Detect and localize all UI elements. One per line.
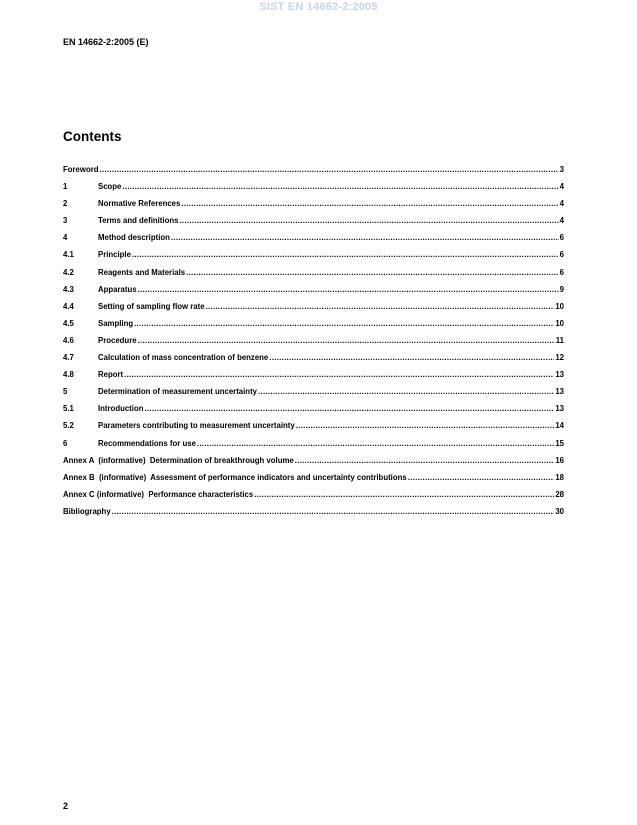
toc-entry[interactable] (63, 439, 564, 456)
toc-entry-title: Report (98, 370, 124, 380)
toc-entry-page: 28 (555, 489, 564, 499)
document-id: EN 14662-2:2005 (E) (63, 37, 149, 47)
toc-entry-page: 13 (555, 387, 564, 397)
toc-entry-number: 1 (63, 182, 68, 192)
toc-leader-dots (138, 336, 555, 345)
page-number: 2 (63, 801, 69, 811)
toc-entry-page: 9 (559, 284, 564, 294)
toc-leader-dots (181, 199, 558, 208)
toc-leader-dots (144, 404, 554, 413)
toc-entry-page: 3 (559, 165, 564, 174)
toc-entry-number: 4 (63, 233, 68, 243)
toc-leader-dots (179, 216, 558, 225)
toc-leader-dots (295, 456, 555, 465)
toc-entry-number: 4.8 (63, 370, 74, 380)
toc-entry-page: 13 (555, 370, 564, 380)
toc-entry-title: Determination of measurement uncertainty (98, 387, 258, 397)
toc-entry-page: 10 (555, 301, 564, 311)
toc-entry-number: 5.2 (63, 421, 74, 431)
toc-entry[interactable] (63, 456, 564, 473)
toc-entry-title: Apparatus (98, 284, 137, 294)
toc-leader-dots (296, 421, 555, 430)
toc-entry-page: 11 (555, 335, 564, 345)
toc-entry[interactable] (63, 404, 564, 421)
toc-entry[interactable] (63, 165, 564, 182)
toc-entry-number: 4.5 (63, 318, 74, 328)
toc-entry-title: Introduction (98, 404, 144, 414)
toc-entry-title: Foreword (63, 165, 99, 174)
toc-leader-dots (197, 439, 554, 448)
toc-entry-title: Annex C (informative) Performance characteristics (63, 489, 254, 499)
toc-entry-page: 14 (555, 421, 564, 431)
toc-leader-dots (124, 370, 554, 379)
toc-entry-title: Method description (98, 233, 170, 243)
toc-entry[interactable] (63, 233, 564, 250)
toc-entry-page: 18 (555, 472, 564, 482)
toc-entry-title: Annex A (informative) Determination of breakthrough volume (63, 455, 294, 465)
toc-entry[interactable] (63, 387, 564, 404)
toc-entry-page: 6 (559, 233, 564, 243)
toc-leader-dots (134, 319, 554, 328)
toc-entry-title: Principle (98, 250, 131, 260)
toc-entry[interactable] (63, 319, 564, 336)
toc-entry-number: 3 (63, 216, 68, 226)
toc-entry-page: 10 (555, 318, 564, 328)
toc-entry-number: 5 (63, 387, 68, 397)
toc-entry-title: Recommendations for use (98, 438, 196, 448)
toc-entry-title: Normative References (98, 199, 181, 209)
toc-leader-dots (122, 182, 558, 191)
toc-entry-title: Scope (98, 182, 122, 192)
toc-entry-title: Sampling (98, 318, 134, 328)
toc-entry[interactable] (63, 216, 564, 233)
toc-entry[interactable] (63, 250, 564, 267)
toc-entry[interactable] (63, 370, 564, 387)
toc-leader-dots (254, 490, 554, 499)
toc-entry-title: Setting of sampling flow rate (98, 301, 205, 311)
contents-heading: Contents (63, 129, 122, 144)
toc-entry[interactable] (63, 473, 564, 490)
toc-entry[interactable] (63, 421, 564, 438)
toc-leader-dots (100, 165, 559, 174)
toc-entry-title: Parameters contributing to measurement uncertainty (98, 421, 295, 431)
toc-entry-number: 4.7 (63, 353, 74, 363)
toc-entry-page: 30 (555, 506, 564, 516)
toc-entry-page: 16 (555, 455, 564, 465)
toc-entry[interactable] (63, 336, 564, 353)
toc-entry-title: Reagents and Materials (98, 267, 186, 277)
toc-leader-dots (408, 473, 555, 482)
toc-entry-page: 12 (555, 353, 564, 363)
toc-entry-title: Procedure (98, 335, 137, 345)
toc-entry-page: 4 (559, 216, 564, 226)
toc-entry-page: 4 (559, 199, 564, 209)
toc-entry[interactable] (63, 353, 564, 370)
toc-entry-page: 6 (559, 267, 564, 277)
toc-entry-number: 4.2 (63, 267, 74, 277)
toc-entry[interactable] (63, 507, 564, 524)
toc-entry-number: 5.1 (63, 404, 74, 414)
toc-leader-dots (186, 268, 559, 277)
toc-entry[interactable] (63, 268, 564, 285)
toc-entry[interactable] (63, 199, 564, 216)
table-of-contents (63, 165, 564, 524)
toc-entry-page: 15 (555, 438, 564, 448)
toc-entry-number: 2 (63, 199, 68, 209)
toc-entry[interactable] (63, 302, 564, 319)
toc-leader-dots (258, 387, 554, 396)
toc-entry-number: 4.3 (63, 284, 74, 294)
watermark: SIST EN 14662-2:2005 (259, 1, 378, 13)
toc-entry-number: 6 (63, 438, 68, 448)
toc-entry-number: 4.1 (63, 250, 74, 260)
toc-leader-dots (132, 250, 559, 259)
toc-entry-number: 4.4 (63, 301, 74, 311)
toc-entry-page: 13 (555, 404, 564, 414)
toc-entry[interactable] (63, 182, 564, 199)
toc-entry[interactable] (63, 285, 564, 302)
toc-entry-title: Terms and definitions (98, 216, 179, 226)
toc-leader-dots (171, 233, 559, 242)
toc-leader-dots (269, 353, 554, 362)
toc-entry-title: Calculation of mass concentration of benzene (98, 353, 269, 363)
toc-leader-dots (206, 302, 555, 311)
toc-entry-page: 6 (559, 250, 564, 260)
toc-entry-page: 4 (559, 182, 564, 192)
toc-leader-dots (112, 507, 555, 516)
toc-leader-dots (138, 285, 559, 294)
toc-entry-title: Bibliography (63, 506, 111, 516)
toc-entry-number: 4.6 (63, 335, 74, 345)
toc-entry[interactable] (63, 490, 564, 507)
toc-entry-title: Annex B (informative) Assessment of performance indicators and uncertainty contributions (63, 472, 407, 482)
